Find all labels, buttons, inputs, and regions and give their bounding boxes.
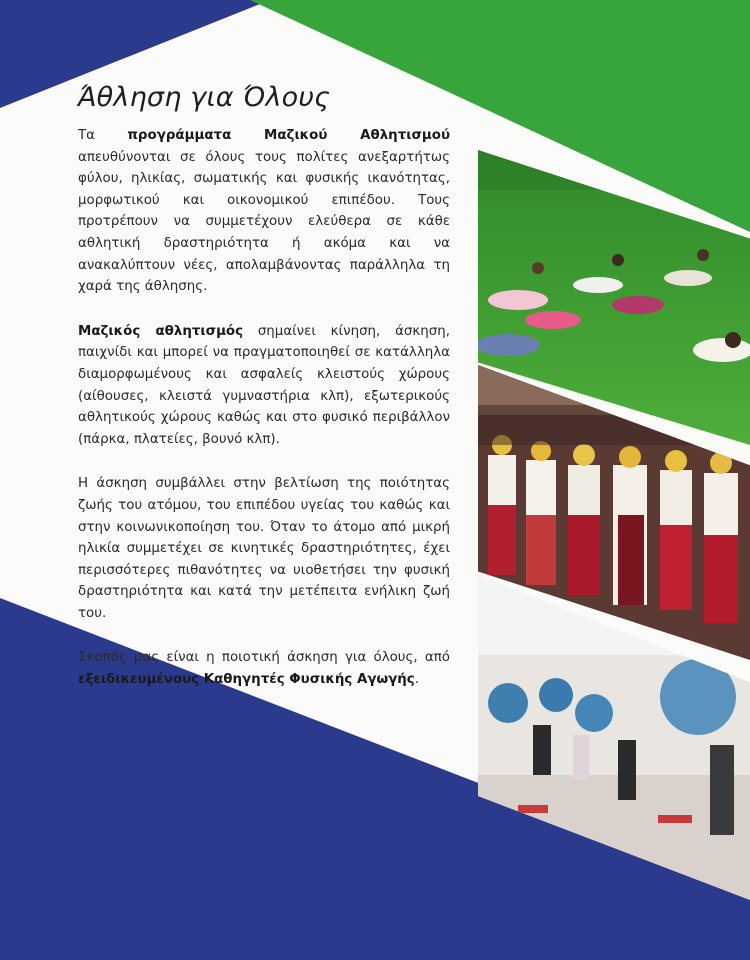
paragraph-1-bold: προγράμματα Μαζικού Αθλητισμού bbox=[127, 128, 451, 143]
paragraph-3-text: Η άσκηση συμβάλλει στην βελτίωση της ποιότητας ζωής του ατόμου, του επιπέδου υγείας του καθώς και στην κοινωνικοποίηση του. Όταν το άτομο από μικρή ηλικία συμμετέχει σε κινητικές δραστηριότητες, έχει περισσότερες πιθανότητες να υιοθετήσει την φυσική δραστηριότητα και κατά την μετέπειτα ενήλικη ζωή του. bbox=[78, 476, 450, 621]
paragraph-4-text: . bbox=[414, 672, 419, 688]
paragraph-2-text: σημαίνει κίνηση, άσκηση, παιχνίδι και μπορεί να πραγματοποιηθεί σε κατάλληλα διαμορφωμένους και ασφαλείς κλειστούς χώρους (αίθουσες, κλειστά γυμναστήρια κλπ), εξωτερικούς αθλητικούς χώρους καθώς και στο φυσικό περιβάλλον (πάρκα, πλατείες, βουνό κλπ). bbox=[78, 323, 450, 447]
paragraph-1-lead: Τα bbox=[78, 128, 128, 143]
paragraph-2-bold: Μαζικός αθλητισμός bbox=[78, 323, 244, 339]
paragraph-1-text: απευθύνονται σε όλους τους πολίτες ανεξαρτήτως φύλου, ηλικίας, σωματικής και φυσικής ικανότητας, μορφωτικού και οικονομικού επιπέδου. Τους προτρέπουν να συμμετέχουν ελεύθερα σε κάθε αθλητική δραστηριότητα ή ακόμα και να ανακαλύπτουν νέες, απολαμβάνοντας παράλληλα τη χαρά της άθλησης. bbox=[78, 149, 450, 295]
paragraph-2 bbox=[78, 321, 450, 451]
body-text bbox=[78, 125, 450, 714]
paragraph-4 bbox=[78, 647, 450, 690]
page-title: Άθληση για Όλους bbox=[78, 82, 331, 113]
paragraph-3 bbox=[78, 473, 450, 624]
paragraph-4-bold: εξειδικευμένους Καθηγητές Φυσικής Αγωγής bbox=[78, 672, 415, 688]
paragraph-4-lead: Σκοπός μας είναι η ποιοτική άσκηση για όλους, από bbox=[78, 650, 450, 666]
paragraph-1 bbox=[78, 125, 450, 298]
